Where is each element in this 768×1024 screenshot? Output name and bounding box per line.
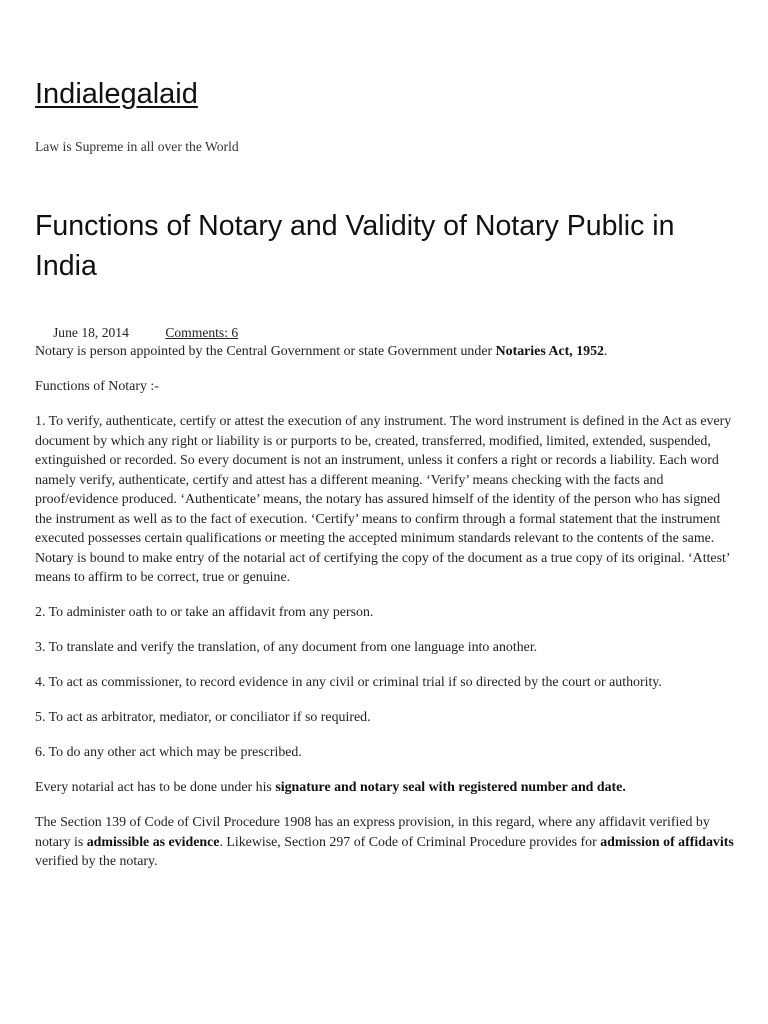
post-article	[35, 206, 733, 872]
intro-end: .	[604, 344, 608, 359]
intro-paragraph	[35, 342, 735, 362]
post-title: Functions of Notary and Validity of Notary Public in India	[35, 210, 675, 282]
functions-heading: Functions of Notary :-	[35, 379, 159, 394]
section-139-part2: . Likewise, Section 297 of Code of Criminal Procedure provides for	[219, 834, 601, 850]
function-item-5: 5. To act as arbitrator, mediator, or conciliator if so required.	[35, 710, 371, 725]
function-item-4: 4. To act as commissioner, to record evidence in any civil or criminal trial if so directed by the court or authority.	[35, 675, 662, 690]
site-tagline: Law is Supreme in all over the World	[35, 139, 239, 154]
comments-link[interactable]: Comments: 6	[165, 325, 239, 340]
section-139-bold2: admission of affidavits	[600, 834, 734, 850]
function-item-6: 6. To do any other act which may be prescribed.	[35, 745, 302, 760]
intro-act-name: Notaries Act, 1952	[495, 344, 604, 359]
section-139-part1: The Section 139 of Code of Civil Procedure 1908 has an express provision, in this regard, where any affidavit verified by notary is	[35, 815, 710, 850]
site-title	[35, 0, 733, 111]
post-date: June 18, 2014	[53, 325, 129, 340]
notarial-act-paragraph	[35, 778, 735, 798]
function-item-1: 1. To verify, authenticate, certify or attest the execution of any instrument. The word instrument is defined in the Act as every document by which any right or liability is or purports to be, created, transferred, modified, limited, extended, suspended, extinguished or recorded. So every document is not an instrument, unless it confers a right or records a liability. Each word namely verify, authenticate, certify and attest has a different meaning. ‘Verify’ means checking with the facts and proof/evidence produced. ‘Authenticate’ means, the notary has assured himself of the identity of the person who has signed the instrument as well as to the fact of execution. ‘Certify’ means to confirm through a formal statement that the instrument executed possesses certain qualifications or meeting the accepted minimum standards relevant to the contents of the same. Notary is bound to make entry of the notarial act of certifying the copy of the document as a true copy of its original. ‘Attest’ means to affirm to be correct, true or genuine.	[35, 414, 732, 585]
section-139-part3: verified by the notary.	[35, 854, 158, 869]
post-content	[35, 342, 735, 872]
section-139-paragraph	[35, 813, 735, 872]
section-139-bold1: admissible as evidence	[86, 834, 220, 850]
notarial-act-text: Every notarial act has to be done under his	[35, 780, 276, 795]
notarial-act-bold: signature and notary seal with registered number and date.	[275, 780, 626, 795]
post-meta	[53, 324, 733, 342]
function-item-3: 3. To translate and verify the translation, of any document from one language into another.	[35, 640, 538, 655]
site-title-link[interactable]: Indialegalaid	[35, 78, 198, 110]
site-header	[35, 0, 733, 156]
function-item-2: 2. To administer oath to or take an affidavit from any person.	[35, 605, 374, 620]
intro-text: Notary is person appointed by the Central Government or state Government under	[35, 344, 496, 359]
